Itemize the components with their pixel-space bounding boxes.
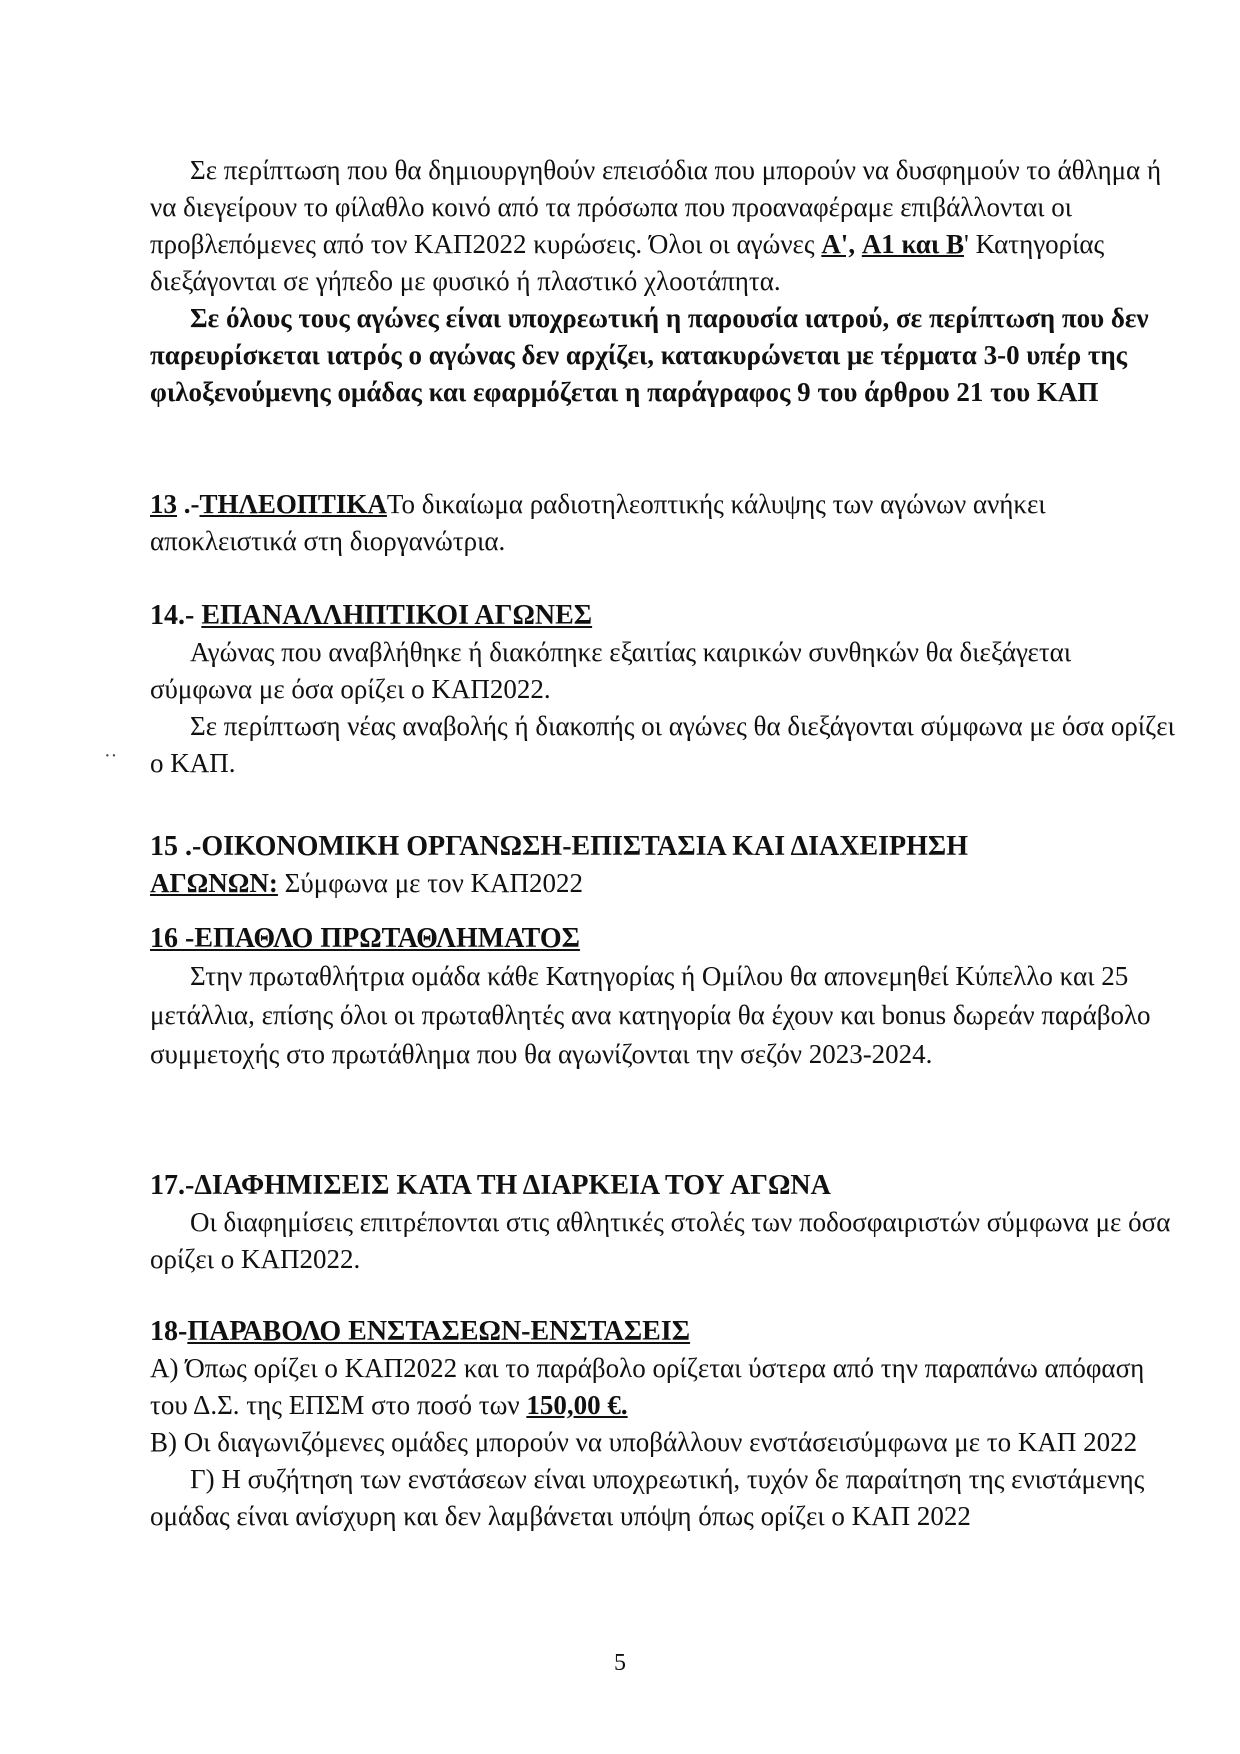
section-16-heading: 16 -ΕΠΑΘΛΟ ΠΡΩΤΑΘΛΗΜΑΤΟΣ: [150, 923, 580, 954]
scan-mark: ··: [104, 745, 118, 767]
section-14: [150, 597, 1175, 782]
intro-paragraph: [150, 152, 1175, 300]
section-14-prefix: 14.-: [150, 600, 202, 631]
section-18-item-a-text: Α) Όπως ορίζει ο ΚΑΠ2022 και το παράβολο ορίζεται ύστερα από την παραπάνω απόφαση του Δ.Σ. της ΕΠΣΜ στο ποσό των: [150, 1353, 1145, 1420]
section-16-paragraph: Στην πρωταθλήτρια ομάδα κάθε Κατηγορίας ή Ομίλου θα απονεμηθεί Κύπελλο και 25 μετάλλια, επίσης όλοι οι πρωταθλητές ανα κατηγορία θα έχουν και bonus δωρεάν παράβολο συμμετοχής στο πρωτάθλημα που θα αγωνίζονται την σεζόν 2023-2024.: [150, 961, 1151, 1069]
section-18-heading: [150, 1313, 1175, 1350]
section-13: [150, 486, 1175, 560]
section-17-heading: 17.-ΔΙΑΦΗΜΙΣΕΙΣ ΚΑΤΑ ΤΗ ΔΙΑΡΚΕΙΑ ΤΟΥ ΑΓΩΝΑ: [150, 1170, 831, 1201]
appeal-fee-amount: 150,00 €.: [526, 1390, 628, 1420]
category-a-label: Α',: [821, 229, 856, 259]
section-14-heading: [150, 597, 1175, 634]
category-a1-b-label: Α1 και Β: [861, 229, 964, 259]
section-13-title: ΤΗΛΕΟΠΤΙΚΑ: [199, 489, 387, 519]
intro-line1: Σε περίπτωση που θα δημιουργηθούν επεισόδια που μπορούν να δυσφημούν το: [190, 155, 1051, 185]
section-13-sep: .-: [177, 489, 200, 519]
section-15: [150, 828, 1175, 902]
intro-line3: επιβάλλονται οι προβλεπόμενες από τον ΚΑΠ2022 κυρώσεις. Όλοι οι αγώνες: [150, 192, 1072, 259]
doctor-requirement-paragraph: Σε όλους τους αγώνες είναι υποχρεωτική η παρουσία ιατρού, σε περίπτωση που δεν παρευρίσκεται ιατρός ο αγώνας δεν αρχίζει, κατακυρώνεται με τέρματα 3-0 υπέρ της φιλοξενούμενης ομάδας και εφαρμόζεται η παράγραφος 9 του άρθρου 21 του ΚΑΠ: [150, 303, 1149, 407]
intro-section: [150, 152, 1175, 411]
section-18-item-b: Β) Οι διαγωνιζόμενες ομάδες μπορούν να υποβάλλουν ενστάσεισύμφωνα με το ΚΑΠ 2022: [150, 1427, 1138, 1457]
intro-line4: ' Κατηγορίας διεξάγονται σε γήπεδο με φυσικό ή πλαστικό χλοοτάπητα.: [150, 229, 1105, 296]
section-14-title: ΕΠΑΝΑΛΛΗΠΤΙΚΟΙ ΑΓΩΝΕΣ: [201, 600, 593, 631]
section-18-title: ΠΑΡΑΒΟΛΟ ΕΝΣΤΑΣΕΩΝ-ΕΝΣΤΑΣΕΙΣ: [187, 1316, 691, 1347]
section-18-item-a: [150, 1350, 1175, 1424]
section-15-text: Σύμφωνα με τον ΚΑΠ2022: [277, 868, 584, 898]
section-16: [150, 920, 1175, 1074]
section-13-number: 13: [150, 489, 177, 519]
intro-line2: άθλημα ή να διεγείρουν το φίλαθλο κοινό από τα πρόσωπα που προαναφέραμε: [150, 155, 1162, 222]
section-13-text: Το δικαίωμα ραδιοτηλεοπτικής κάλυψης των αγώνων ανήκει αποκλειστικά στη διοργανώτρια.: [150, 489, 1046, 556]
section-18-item-c: Γ) Η συζήτηση των ενστάσεων είναι υποχρεωτική, τυχόν δε παραίτηση της ενιστάμενης ομάδας είναι ανίσχυρη και δεν λαμβάνεται υπόψη όπως ορίζει ο ΚΑΠ 2022: [150, 1464, 1145, 1531]
section-14-paragraph-1: Αγώνας που αναβλήθηκε ή διακόπηκε εξαιτίας καιρικών συνθηκών θα διεξάγεται σύμφωνα με όσα ορίζει ο ΚΑΠ2022.: [150, 637, 1072, 704]
section-15-line: [150, 865, 1175, 902]
section-14-paragraph-2: Σε περίπτωση νέας αναβολής ή διακοπής οι αγώνες θα διεξάγονται σύμφωνα με όσα ορίζει ο ΚΑΠ.: [150, 711, 1175, 778]
section-15-title-2: ΑΓΩΝΩΝ:: [150, 868, 278, 898]
section-15-heading: 15 .-ΟΙΚΟΝΟΜΙΚΗ ΟΡΓΑΝΩΣΗ-ΕΠΙΣΤΑΣΙΑ ΚΑΙ ΔΙΑΧΕΙΡΗΣΗ: [150, 831, 969, 862]
section-13-paragraph: [150, 486, 1175, 560]
page-number: 5: [614, 1650, 626, 1676]
section-18: [150, 1313, 1175, 1535]
section-18-prefix: 18-: [150, 1316, 188, 1347]
section-17-paragraph: Οι διαφημίσεις επιτρέπονται στις αθλητικές στολές των ποδοσφαιριστών σύμφωνα με όσα ορίζει ο ΚΑΠ2022.: [150, 1207, 1171, 1274]
section-17: [150, 1167, 1175, 1278]
